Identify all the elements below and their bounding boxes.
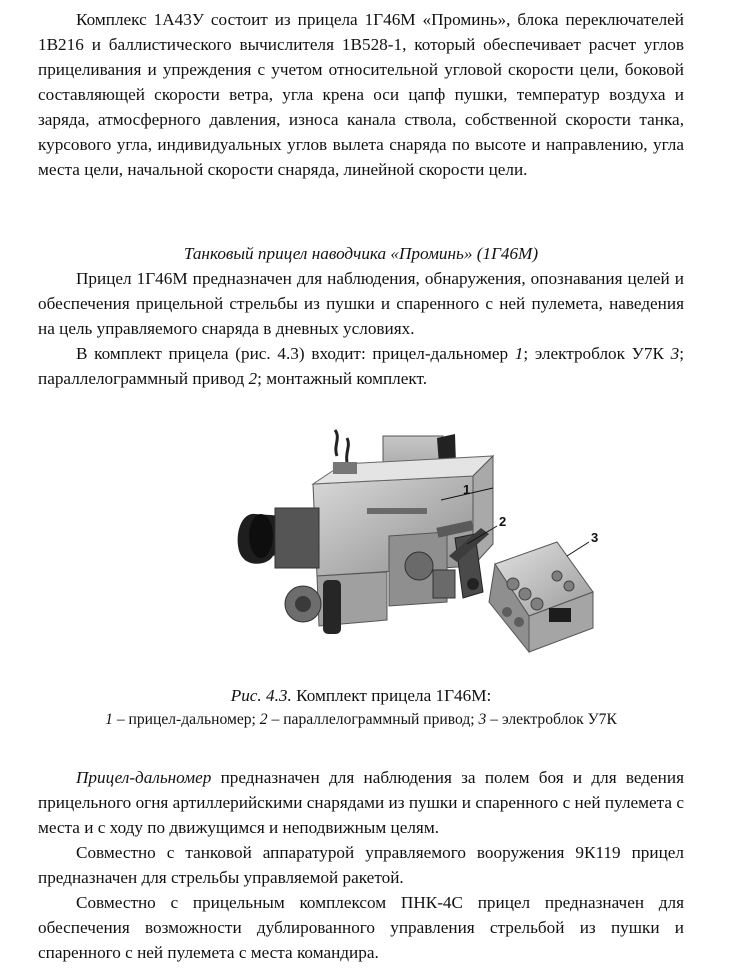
callout-label-2: 2	[499, 514, 507, 529]
kit-text-b: ; электроблок У7К	[523, 344, 671, 363]
kit-ref-2: 2	[248, 369, 258, 388]
callout-label-1: 1	[463, 482, 471, 497]
paragraph-complex-description: Комплекс 1А43У состоит из прицела 1Г46М «Проминь», блока переключателей 1В216 и баллистического вычислителя 1В528-1, который обеспечивает расчет углов прицеливания и упреждения с учетом относительной угловой скорости цели, боковой составляющей скорости ветра, угла крена оси цапф пушки, температур воздуха и заряда, атмосферного давления, износа канала ствола, собственной скорости танка, курсового угла, индивидуальных углов вылета снаряда по высоте и направлению, угла места цели, начальной скорости снаряда, линейной скорости цели.	[38, 10, 684, 179]
legend-num-3: 3	[478, 711, 487, 728]
sight-kit-figure	[137, 416, 647, 678]
kit-text-d: ; монтажный комплект.	[257, 369, 428, 388]
caption-title: Комплект прицела 1Г46М:	[291, 686, 492, 705]
figure-caption-legend	[38, 707, 684, 732]
legend-text-1: – прицел-дальномер;	[112, 711, 260, 728]
electronic-block-drawing	[489, 542, 593, 652]
figure-caption-title	[38, 683, 684, 708]
paragraph-sight-purpose: Прицел 1Г46М предназначен для наблюдения, обнаружения, опознавания целей и обеспечения прицельной стрельбы из пушки и спаренного с ней пулемета, наведения на цель управляемого снаряда в дневных условиях.	[38, 269, 684, 338]
paragraph-pnk: Совместно с прицельным комплексом ПНК-4С прицел предназначен для обеспечения возможности дублированного управления стрельбой из пушки и спаренного с ней пулемета с места командира.	[38, 893, 684, 962]
rangefinder-term: Прицел-дальномер	[76, 768, 212, 787]
kit-text-c: ; параллелограммный привод	[38, 344, 684, 388]
legend-text-2: – параллелограммный привод;	[267, 711, 479, 728]
legend-text-3: – электроблок У7К	[486, 711, 617, 728]
kit-text-a: В комплект прицела (рис. 4.3) входит: прицел-дальномер	[76, 344, 515, 363]
paragraph-guided-weapon: Совместно с танковой аппаратурой управляемого вооружения 9К119 прицел предназначен для стрельбы управляемой ракетой.	[38, 843, 684, 887]
rangefinder-text: предназначен для наблюдения за полем боя и для ведения прицельного огня артиллерийскими снарядами из пушки и спаренного с ней пулемета с места и с ходу по движущимся и неподвижным целям.	[38, 768, 684, 837]
kit-ref-1: 1	[514, 344, 524, 363]
caption-prefix: Рис. 4.3.	[230, 686, 292, 705]
kit-ref-3: 3	[670, 344, 680, 363]
callout-label-3: 3	[591, 530, 599, 545]
legend-num-1: 1	[105, 711, 113, 728]
legend-num-2: 2	[259, 711, 268, 728]
paragraph-kit-contents	[38, 341, 684, 391]
paragraph-rangefinder	[38, 765, 684, 840]
section-heading: Танковый прицел наводчика «Проминь» (1Г46М)	[183, 244, 539, 263]
